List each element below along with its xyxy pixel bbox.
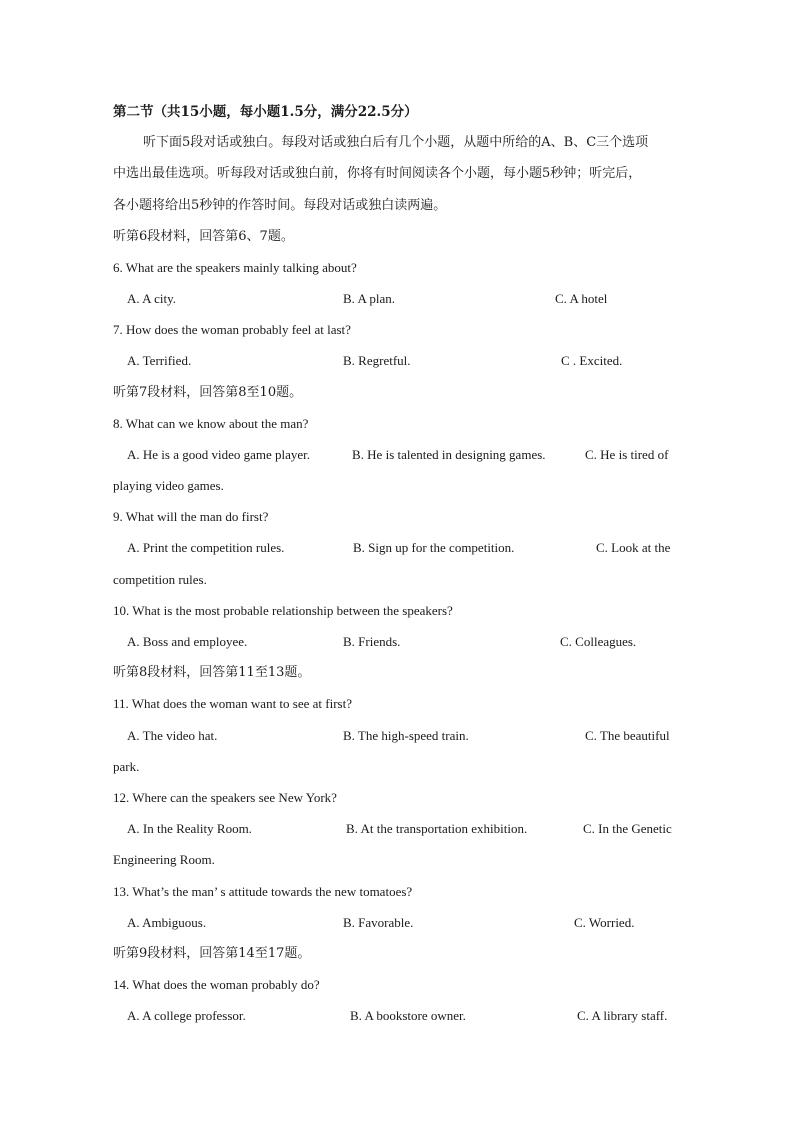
question-8-option-c-continued: playing video games. — [113, 478, 224, 493]
section-title: 第二节（共15小题，每小题1.5分，满分22.5分） — [113, 104, 418, 120]
question-7-option-a: A. Terrified. — [127, 353, 192, 368]
question-10-option-c: C. Colleagues. — [560, 634, 637, 649]
passage-header-8: 听第8段材料，回答第11至13题。 — [113, 665, 311, 680]
passage-header-6: 听第6段材料，回答第6、7题。 — [113, 229, 294, 244]
instructions-line-2: 中选出最佳选项。听每段对话或独白前，你将有时间阅读各个小题，每小题5秒钟；听完后， — [113, 166, 642, 181]
question-14-option-a: A. A college professor. — [127, 1008, 246, 1023]
question-8-option-b: B. He is talented in designing games. — [352, 447, 546, 462]
question-7-option-c: C . Excited. — [561, 353, 623, 368]
question-9-option-b: B. Sign up for the competition. — [353, 540, 515, 555]
question-14-option-c: C. A library staff. — [577, 1008, 668, 1023]
question-12-option-a: A. In the Reality Room. — [127, 821, 252, 836]
question-13-option-b: B. Favorable. — [343, 915, 414, 930]
question-9-stem: 9. What will the man do first? — [113, 509, 269, 524]
question-13-option-a: A. Ambiguous. — [127, 915, 207, 930]
question-6-stem: 6. What are the speakers mainly talking about? — [113, 260, 357, 275]
instructions-line-3: 各小题将给出5秒钟的作答时间。每段对话或独白读两遍。 — [113, 198, 447, 213]
question-14-stem: 14. What does the woman probably do? — [113, 977, 320, 992]
question-13-option-c: C. Worried. — [574, 915, 635, 930]
question-9-option-a: A. Print the competition rules. — [127, 540, 285, 555]
question-10-option-a: A. Boss and employee. — [127, 634, 248, 649]
question-9-option-c: C. Look at the — [596, 540, 671, 555]
instructions-line-1: 听下面5段对话或独白。每段对话或独白后有几个小题，从题中所给的A、B、C三个选项 — [143, 135, 649, 150]
question-11-option-b: B. The high-speed train. — [343, 728, 469, 743]
question-14-option-b: B. A bookstore owner. — [350, 1008, 466, 1023]
question-9-option-c-continued: competition rules. — [113, 572, 207, 587]
question-11-option-a: A. The video hat. — [127, 728, 218, 743]
passage-header-7: 听第7段材料，回答第8至10题。 — [113, 385, 303, 400]
question-10-option-b: B. Friends. — [343, 634, 401, 649]
passage-header-9: 听第9段材料，回答第14至17题。 — [113, 946, 311, 961]
question-13-stem: 13. What’s the man’ s attitude towards the new tomatoes? — [113, 884, 413, 899]
question-12-stem: 12. Where can the speakers see New York? — [113, 790, 337, 805]
question-12-option-c: C. In the Genetic — [583, 821, 672, 836]
question-8-option-c: C. He is tired of — [585, 447, 669, 462]
question-11-option-c-continued: park. — [113, 759, 140, 774]
question-12-option-b: B. At the transportation exhibition. — [346, 821, 528, 836]
question-10-stem: 10. What is the most probable relationship between the speakers? — [113, 603, 453, 618]
question-6-option-c: C. A hotel — [555, 291, 608, 306]
question-6-option-a: A. A city. — [127, 291, 176, 306]
question-8-stem: 8. What can we know about the man? — [113, 416, 309, 431]
question-11-stem: 11. What does the woman want to see at first? — [113, 696, 352, 711]
question-7-option-b: B. Regretful. — [343, 353, 411, 368]
question-8-option-a: A. He is a good video game player. — [127, 447, 311, 462]
question-7-stem: 7. How does the woman probably feel at last? — [113, 322, 351, 337]
question-6-option-b: B. A plan. — [343, 291, 396, 306]
question-11-option-c: C. The beautiful — [585, 728, 670, 743]
question-12-option-c-continued: Engineering Room. — [113, 852, 215, 867]
